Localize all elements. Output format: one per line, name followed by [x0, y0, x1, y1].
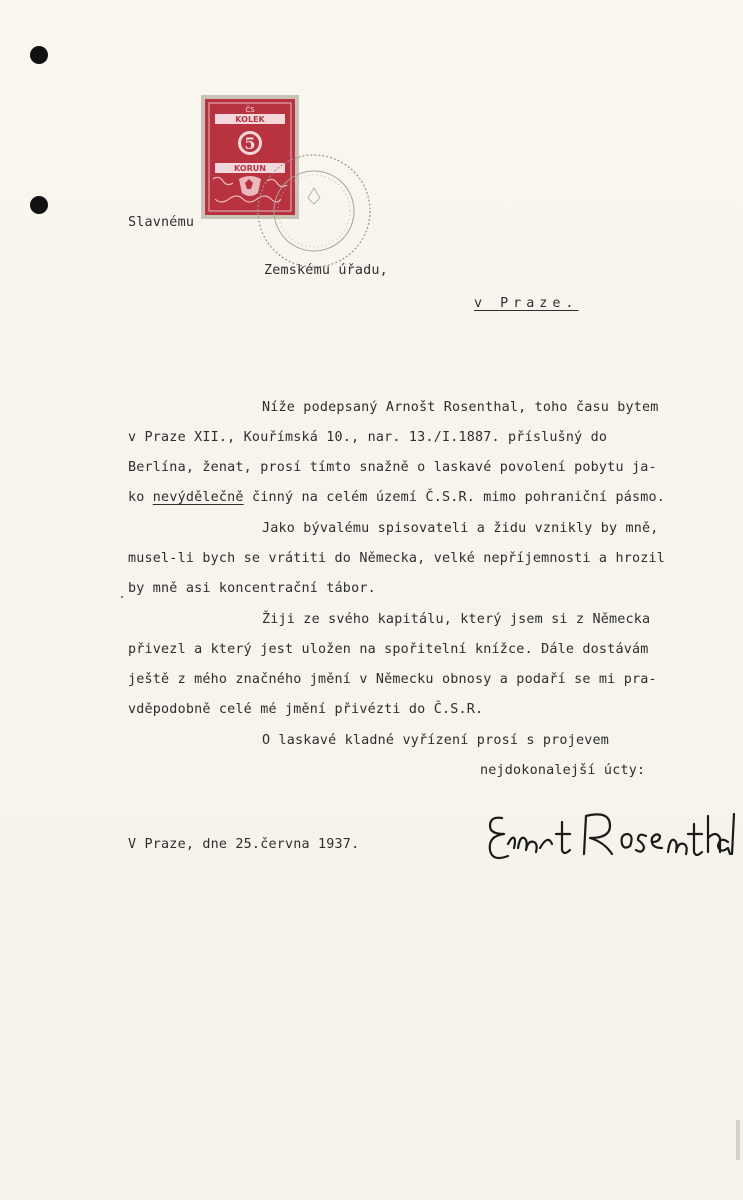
body-line-4-suffix: činný na celém území Č.S.R. mimo pohraniční pásmo. [243, 490, 666, 505]
salutation-line-1: Slavnému [128, 215, 195, 230]
para3-line-1: Žiji ze svého kapitálu, který jsem si z Německa [262, 612, 651, 627]
body-line-4-prefix: ko [128, 490, 153, 505]
punch-hole-top [30, 46, 48, 64]
stamp-title: KOLEK [235, 115, 265, 124]
date-line: V Praze, dne 25.června 1937. [128, 837, 360, 852]
punch-hole-bottom [30, 196, 48, 214]
para3-line-4: vděpodobně celé mé jmění přivézti do Č.S.R. [128, 702, 484, 717]
para2-line-3: by mně asi koncentrační tábor. [128, 581, 376, 596]
official-seal [255, 152, 373, 270]
body-line-4 [128, 490, 665, 505]
handwritten-signature [482, 808, 737, 874]
para3-line-3: ještě z mého značného jmění v Německu obnosy a podaří se mi pra- [128, 672, 657, 687]
para3-line-2: přivezl a který jest uložen na spořitelní knížce. Dále dostávám [128, 642, 649, 657]
para2-line-1: Jako bývalému spisovateli a židu vznikly by mně, [262, 521, 659, 536]
stamp-country: ČS [245, 106, 255, 114]
closing-line-1: O laskavé kladné vyřízení prosí s projevem [262, 733, 609, 748]
body-line-2: v Praze XII., Kouřímská 10., nar. 13./I.1887. příslušný do [128, 430, 608, 445]
salutation-line-3: v Praze. [474, 296, 579, 311]
stamp-unit: KORUN [234, 164, 266, 173]
salutation-line-2: Zemskému úřadu, [264, 263, 388, 278]
underlined-word: nevýdělečně [152, 490, 244, 505]
ink-speck [121, 596, 123, 598]
stamp-value: 5 [244, 134, 256, 153]
body-line-3: Berlína, ženat, prosí tímto snažně o laskavé povolení pobytu ja- [128, 460, 657, 475]
paper-edge-mark [736, 1120, 740, 1160]
para2-line-2: musel-li bych se vrátiti do Německa, velké nepříjemnosti a hrozil [128, 551, 666, 566]
body-line-1: Níže podepsaný Arnošt Rosenthal, toho času bytem [262, 400, 659, 415]
closing-line-2: nejdokonalejší úcty: [480, 763, 646, 778]
